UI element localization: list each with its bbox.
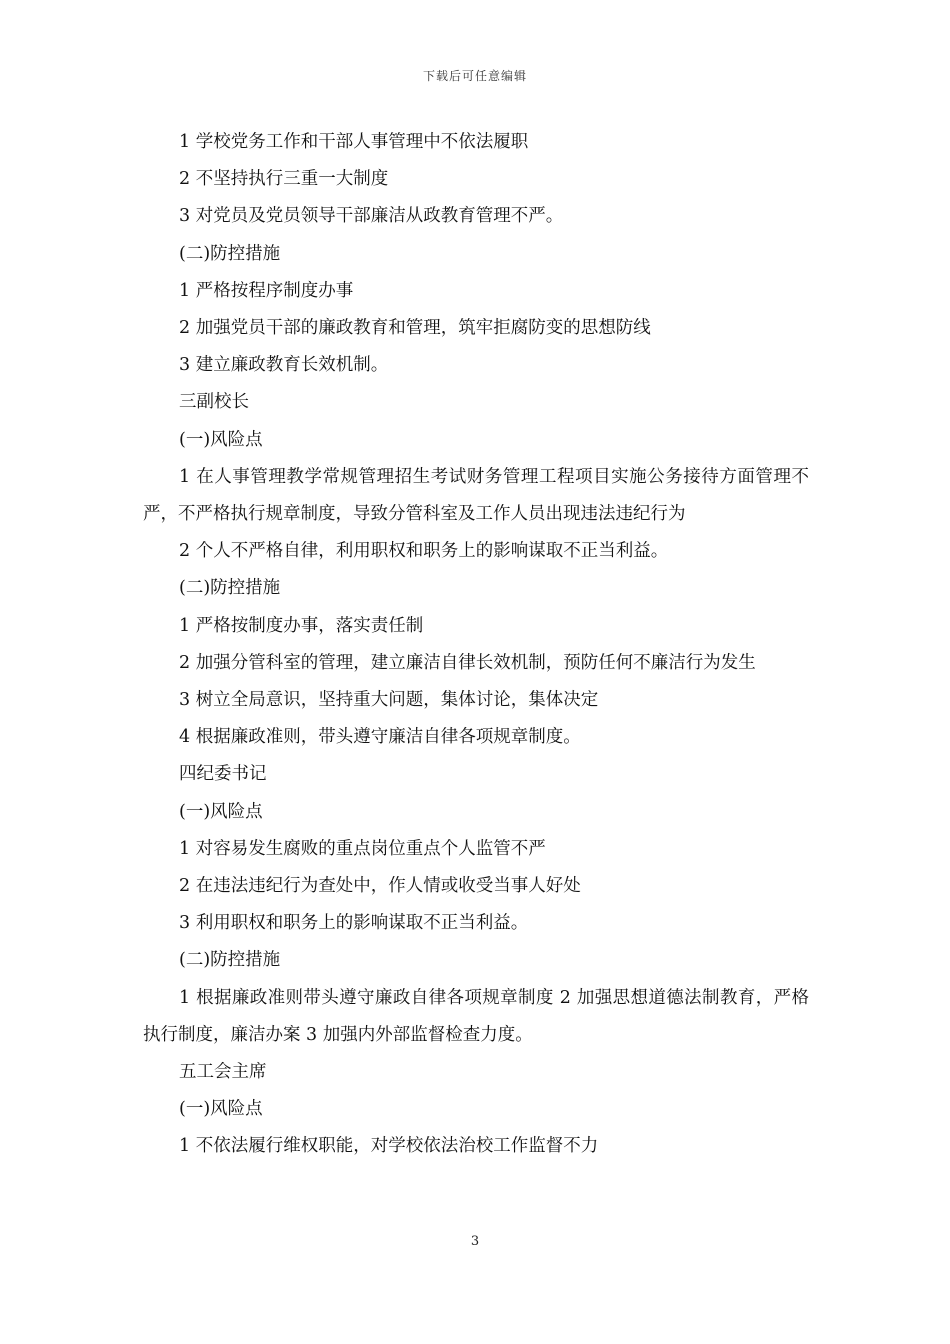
paragraph: 1 根据廉政准则带头遵守廉政自律各项规章制度 2 加强思想道德法制教育，严格执行制度，廉洁办案 3 加强内外部监督检查力度。: [143, 987, 809, 1045]
section-subheading: (一)风险点: [179, 801, 263, 822]
paragraph: 4 根据廉政准则，带头遵守廉洁自律各项规章制度。: [179, 727, 581, 748]
paragraph: 1 不依法履行维权职能，对学校依法治校工作监督不力: [179, 1136, 599, 1157]
section-subheading: (一)风险点: [179, 1099, 263, 1120]
section-heading: 三副校长: [179, 392, 249, 413]
paragraph: 2 个人不严格自律，利用职权和职务上的影响谋取不正当利益。: [179, 541, 669, 562]
paragraph: 2 不坚持执行三重一大制度: [179, 169, 389, 190]
section-subheading: (二)防控措施: [179, 243, 281, 264]
section-heading: 五工会主席: [179, 1062, 267, 1083]
paragraph: 3 建立廉政教育长效机制。: [179, 355, 389, 376]
section-subheading: (二)防控措施: [179, 950, 281, 971]
document-body: [143, 124, 809, 1166]
section-subheading: (二)防控措施: [179, 578, 281, 599]
paragraph: 1 严格按程序制度办事: [179, 280, 354, 301]
paragraph: 3 利用职权和职务上的影响谋取不正当利益。: [179, 913, 529, 934]
paragraph: 2 加强党员干部的廉政教育和管理，筑牢拒腐防变的思想防线: [179, 318, 651, 339]
paragraph: 1 学校党务工作和干部人事管理中不依法履职: [179, 132, 529, 152]
page-number: 3: [470, 1234, 480, 1249]
paragraph: 1 在人事管理教学常规管理招生考试财务管理工程项目实施公务接待方面管理不严，不严格执行规章制度，导致分管科室及工作人员出现违法违纪行为: [143, 466, 809, 525]
paragraph: 3 树立全局意识，坚持重大问题，集体讨论，集体决定: [179, 690, 599, 711]
paragraph: 3 对党员及党员领导干部廉洁从政教育管理不严。: [179, 206, 564, 227]
paragraph: 2 在违法违纪行为查处中，作人情或收受当事人好处: [179, 876, 581, 897]
page-header: 下载后可任意编辑: [422, 69, 527, 83]
paragraph: 1 对容易发生腐败的重点岗位重点个人监管不严: [179, 838, 546, 859]
paragraph: 2 加强分管科室的管理，建立廉洁自律长效机制，预防任何不廉洁行为发生: [179, 652, 756, 673]
paragraph: 1 严格按制度办事，落实责任制: [179, 615, 424, 636]
section-heading: 四纪委书记: [179, 764, 267, 785]
section-subheading: (一)风险点: [179, 429, 263, 450]
